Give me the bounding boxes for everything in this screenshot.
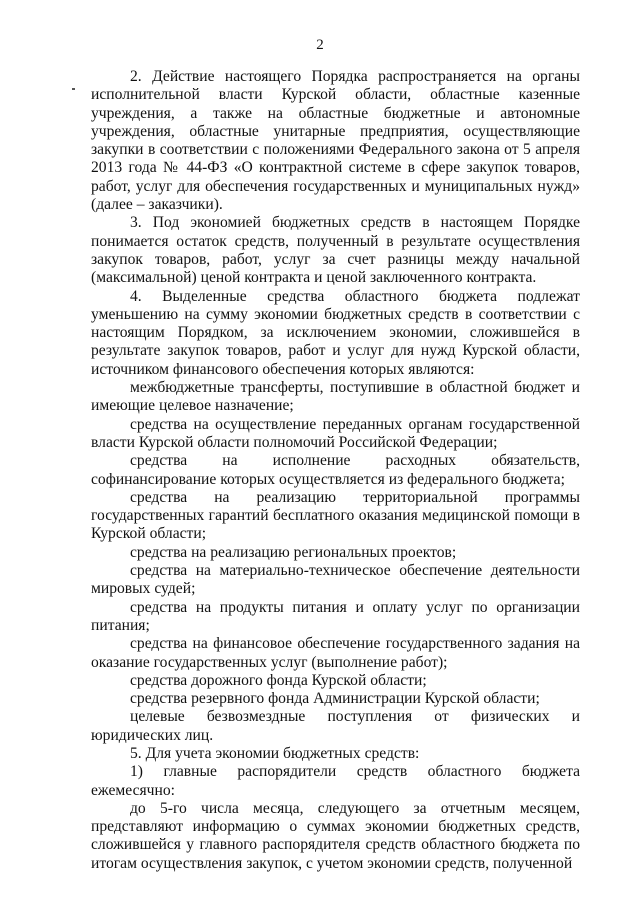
- list-item-magistrates: средства на материально-техническое обеспечение деятельности мировых судей;: [91, 562, 580, 598]
- list-item-reserve-fund: средства резервного фонда Администрации Курской области;: [130, 690, 540, 708]
- list-item-interbudget-transfers: межбюджетные трансферты, поступившие в областной бюджет и имеющие целевое назначение;: [91, 379, 580, 415]
- margin-mark: [72, 88, 75, 90]
- document-body: [91, 68, 580, 873]
- paragraph-item-4: 4. Выделенные средства областного бюджета подлежат уменьшению на сумму экономии бюджетных средств в соответствии с настоящим Порядком, за исключением экономии, сложившейся в результате закупок товаров, работ и услуг для нужд Курской области, источником финансового обеспечения которых являются:: [91, 287, 580, 378]
- list-item-cofinancing: средства на исполнение расходных обязательств, софинансирование которых осуществляется из федерального бюджета;: [91, 452, 580, 488]
- list-item-state-assignment: средства на финансовое обеспечение государственного задания на оказание государственных услуг (выполнение работ);: [91, 635, 580, 671]
- paragraph-item-5: 5. Для учета экономии бюджетных средств:: [130, 744, 420, 762]
- list-item-medical-program: средства на реализацию территориальной программы государственных гарантий бесплатного оказания медицинской помощи в Курской области;: [91, 488, 580, 543]
- list-item-road-fund: средства дорожного фонда Курской области;: [130, 671, 427, 689]
- page-number: 2: [316, 37, 324, 53]
- paragraph-item-2: 2. Действие настоящего Порядка распространяется на органы исполнительной власти Курской области, областные казенные учреждения, а также на областные бюджетные и автономные учреждения, областные унитарные предприятия, осуществляющие закупки в соответствии с положениями Федерального закона от 5 апреля 2013 года № 44-ФЗ «О контрактной системе в сфере закупок товаров, работ, услуг для обеспечения государственных и муниципальных нужд» (далее – заказчики).: [91, 68, 580, 214]
- subparagraph-1-text: до 5-го числа месяца, следующего за отчетным месяцем, представляют информацию о суммах экономии бюджетных средств, сложившейся у главного распорядителя средств областного бюджета по итогам осуществления закупок, с учетом экономии средств, полученной: [91, 799, 580, 872]
- list-item-delegated-powers: средства на осуществление переданных органам государственной власти Курской области полномочий Российской Федерации;: [91, 415, 580, 451]
- subparagraph-1: 1) главные распорядители средств областного бюджета ежемесячно:: [91, 763, 580, 799]
- list-item-food: средства на продукты питания и оплату услуг по организации питания;: [91, 598, 580, 634]
- paragraph-item-3: 3. Под экономией бюджетных средств в настоящем Порядке понимается остаток средств, полученный в результате осуществления закупок товаров, работ, услуг за счет разницы между начальной (максимальной) ценой контракта и ценой заключенного контракта.: [91, 214, 580, 287]
- list-item-regional-projects: средства на реализацию региональных проектов;: [130, 543, 457, 561]
- list-item-donations: целевые безвозмездные поступления от физических и юридических лиц.: [91, 708, 580, 744]
